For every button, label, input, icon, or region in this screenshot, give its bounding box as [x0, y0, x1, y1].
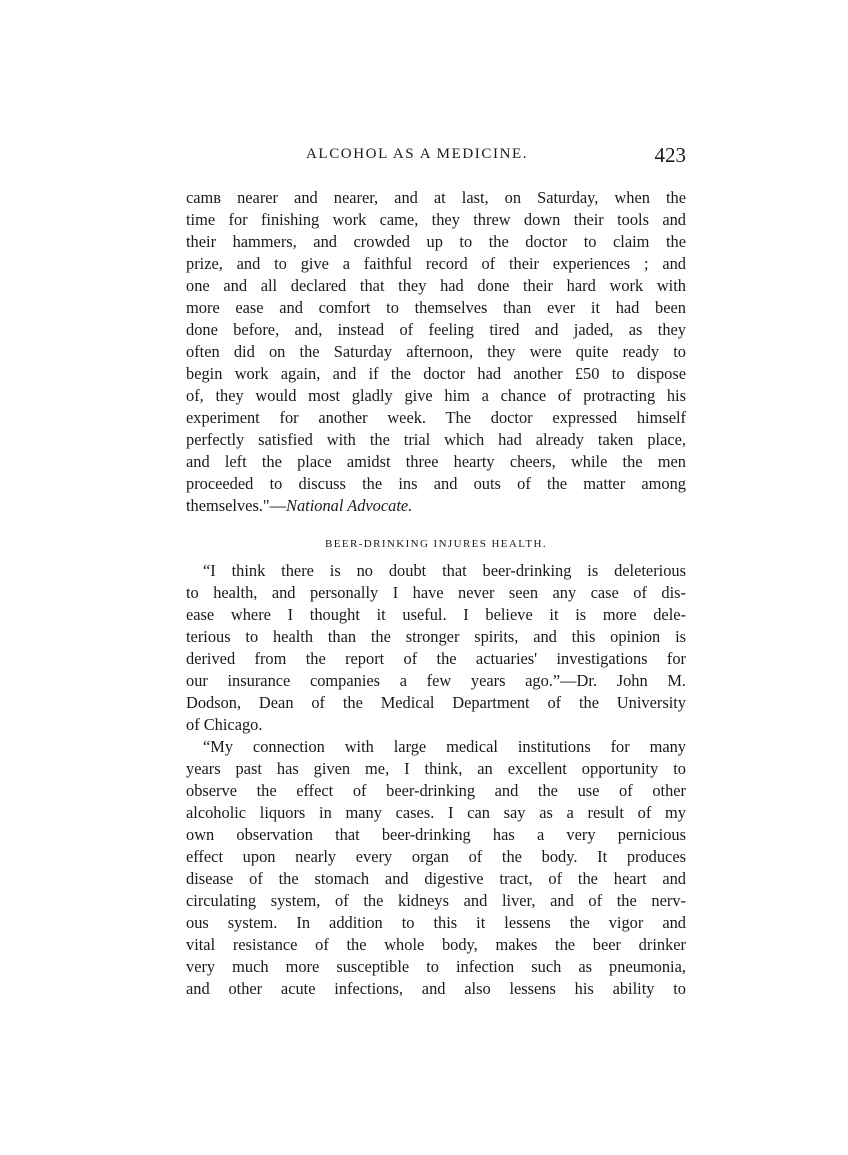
text-line: derived from the report of the actuaries' investigations for [186, 649, 686, 668]
text-line: terious to health than the stronger spirits, and this opinion is [186, 627, 686, 646]
text-line: and other acute infections, and also lessens his ability to [186, 979, 686, 998]
text-line: one and all declared that they had done their hard work with [186, 276, 686, 295]
text-line: observe the effect of beer-drinking and the use of other [186, 781, 686, 800]
text-line-final [186, 495, 686, 517]
running-head [186, 143, 686, 172]
text-line: Dodson, Dean of the Medical Department of the University [186, 693, 686, 712]
text-line: and left the place amidst three hearty cheers, while the men [186, 452, 686, 471]
text-line: own observation that beer-drinking has a very pernicious [186, 825, 686, 844]
text-line: begin work again, and if the doctor had another £50 to dispose [186, 364, 686, 383]
text-line: ease where I thought it useful. I believe it is more dele- [186, 605, 686, 624]
text-line: experiment for another week. The doctor expressed himself [186, 408, 686, 427]
text-line: time for finishing work came, they threw down their tools and [186, 210, 686, 229]
text-line: more ease and comfort to themselves than ever it had been [186, 298, 686, 317]
text-line: of, they would most gladly give him a chance of protracting his [186, 386, 686, 405]
running-title: ALCOHOL AS A MEDICINE. [306, 146, 529, 162]
text-line-final: of Chicago. [186, 715, 263, 734]
text-line: ous system. In addition to this it lessens the vigor and [186, 913, 686, 932]
closing-text: themselves."— [186, 496, 287, 515]
text-line: effect upon nearly every organ of the body. It produces [186, 847, 686, 866]
text-line: alcoholic liquors in many cases. I can say as a result of my [186, 803, 686, 822]
text-line: often did on the Saturday afternoon, they were quite ready to [186, 342, 686, 361]
text-line: done before, and, instead of feeling tired and jaded, as they [186, 320, 686, 339]
text-line: perfectly satisfied with the trial which had already taken place, [186, 430, 686, 449]
text-line: their hammers, and crowded up to the doctor to claim the [186, 232, 686, 251]
text-line: our insurance companies a few years ago.”—Dr. John M. [186, 671, 686, 690]
text-line: circulating system, of the kidneys and liver, and of the nerv- [186, 891, 686, 910]
text-line: proceeded to discuss the ins and outs of the matter among [186, 474, 686, 493]
text-line: disease of the stomach and digestive tract, of the heart and [186, 869, 686, 888]
text-line: vital resistance of the whole body, makes the beer drinker [186, 935, 686, 954]
section-heading: BEER-DRINKING INJURES HEALTH. [325, 538, 547, 550]
page-number: 423 [654, 143, 686, 167]
source-citation: National Advocate. [286, 496, 413, 515]
text-line: years past has given me, I think, an excellent opportunity to [186, 759, 686, 778]
text-line: camв nearer and nearer, and at last, on Saturday, when the [186, 188, 686, 207]
text-line: prize, and to give a faithful record of their experiences ; and [186, 254, 686, 273]
text-line: “I think there is no doubt that beer-drinking is deleterious [203, 561, 686, 580]
text-line: to health, and personally I have never seen any case of dis- [186, 583, 686, 602]
text-line: very much more susceptible to infection such as pneumonia, [186, 957, 686, 976]
text-line: “My connection with large medical institutions for many [203, 737, 686, 756]
